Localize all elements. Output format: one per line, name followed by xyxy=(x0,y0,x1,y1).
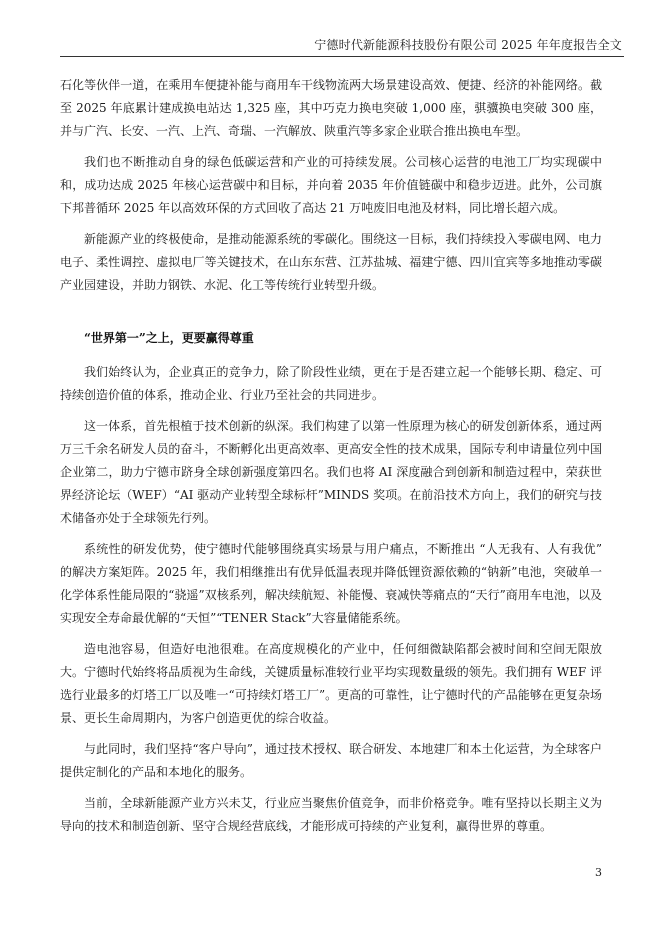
paragraph-spacer xyxy=(60,730,602,738)
section-heading: “世界第一”之上，更要赢得尊重 xyxy=(84,331,254,345)
paragraph-battery-swap: 石化等伙伴一道，在乘用车便捷补能与商用车干线物流两大场景建设高效、便捷、经济的补能网络。截至 2025 年底累计建成换电站达 1,325 座，其中巧克力换电突破 1,000 座，骐骥换电突破 300 座，并与广汽、长安、一汽、上汽、奇瑞、一汽解放、陕重汽等多家企业联合推出换电车型。 xyxy=(60,78,602,138)
heading-spacer xyxy=(60,349,602,361)
paragraph-green-operations: 我们也不断推动自身的绿色低碳运营和产业的可持续发展。公司核心运营的电池工厂均实现碳中和，成功达成 2025 年核心运营碳中和目标，并向着 2035 年价值链碳中和稳步迈进。此外，公司旗下邦普循环 2025 年以高效环保的方式回收了高达 21 万吨废旧电池及材料，同比增长超六成。 xyxy=(60,155,602,215)
paragraph-spacer xyxy=(60,530,602,538)
paragraph-spacer xyxy=(60,407,602,415)
paragraph-customer-orientation: 与此同时，我们坚持“客户导向”，通过技术授权、联合研发、本地建厂和本土化运营，为全球客户提供定制化的产品和本地化的服务。 xyxy=(60,742,602,779)
paragraph-value-competition: 当前，全球新能源产业方兴未艾，行业应当聚焦价值竞争，而非价格竞争。唯有坚持以长期主义为导向的技术和制造创新、坚守合规经营底线，才能形成可持续的产业复利，赢得世界的尊重。 xyxy=(60,796,602,833)
report-title: 宁德时代新能源科技股份有限公司 2025 年年度报告全文 xyxy=(314,38,622,52)
page-header xyxy=(0,0,662,62)
paragraph-zero-carbon-mission: 新能源产业的终极使命，是推动能源系统的零碳化。围绕这一目标，我们持续投入零碳电网、电力电子、柔性调控、虚拟电厂等关键技术，在山东东营、江苏盐城、福建宁德、四川宜宾等多地推动零碳产业园建设，并助力钢铁、水泥、化工等传统行业转型升级。 xyxy=(60,232,602,292)
paragraph-spacer xyxy=(60,630,602,638)
paragraph-quality: 造电池容易，但造好电池很难。在高度规模化的产业中，任何细微缺陷都会被时间和空间无限放大。宁德时代始终将品质视为生命线，关键质量标准较行业平均实现数量级的领先。我们拥有 WEF 评选行业最多的灯塔工厂以及唯一“可持续灯塔工厂”。更高的可靠性，让宁德时代的产品能够在更复杂场景、更长生命周期内，为客户创造更优的综合收益。 xyxy=(60,642,602,725)
page-number: 3 xyxy=(595,866,602,879)
report-body xyxy=(60,74,602,838)
paragraph-product-matrix: 系统性的研发优势，使宁德时代能够围绕真实场景与用户痛点，不断推出 “人无我有、人有我优” 的解决方案矩阵。2025 年，我们相继推出有优异低温表现并降低锂资源依赖的“钠新”电池，突破单一化学体系性能局限的“骁遥”双核系列，解决续航短、补能慢、衰减快等痛点的“天行”商用车电池，以及实现安全寿命最优解的“天恒”“TENER Stack”大容量储能系统。 xyxy=(60,542,602,625)
paragraph-spacer xyxy=(60,143,602,151)
paragraph-spacer xyxy=(60,784,602,792)
section-spacer xyxy=(60,297,602,327)
paragraph-technology-innovation: 这一体系，首先根植于技术创新的纵深。我们构建了以第一性原理为核心的研发创新体系，通过两万三千余名研发人员的奋斗，不断孵化出更高效率、更高安全性的技术成果，国际专利申请量位列中国企业第二，助力宁德市跻身全球创新强度第四名。我们也将 AI 深度融合到创新和制造过程中，荣获世界经济论坛（WEF）“AI 驱动产业转型全球标杆”MINDS 奖项。在前沿技术方向上，我们的研究与技术储备亦处于全球领先行列。 xyxy=(60,419,602,525)
header-divider xyxy=(60,56,624,57)
paragraph-spacer xyxy=(60,220,602,228)
paragraph-competitiveness: 我们始终认为，企业真正的竞争力，除了阶段性业绩，更在于是否建立起一个能够长期、稳定、可持续创造价值的体系，推动企业、行业乃至社会的共同进步。 xyxy=(60,365,602,402)
